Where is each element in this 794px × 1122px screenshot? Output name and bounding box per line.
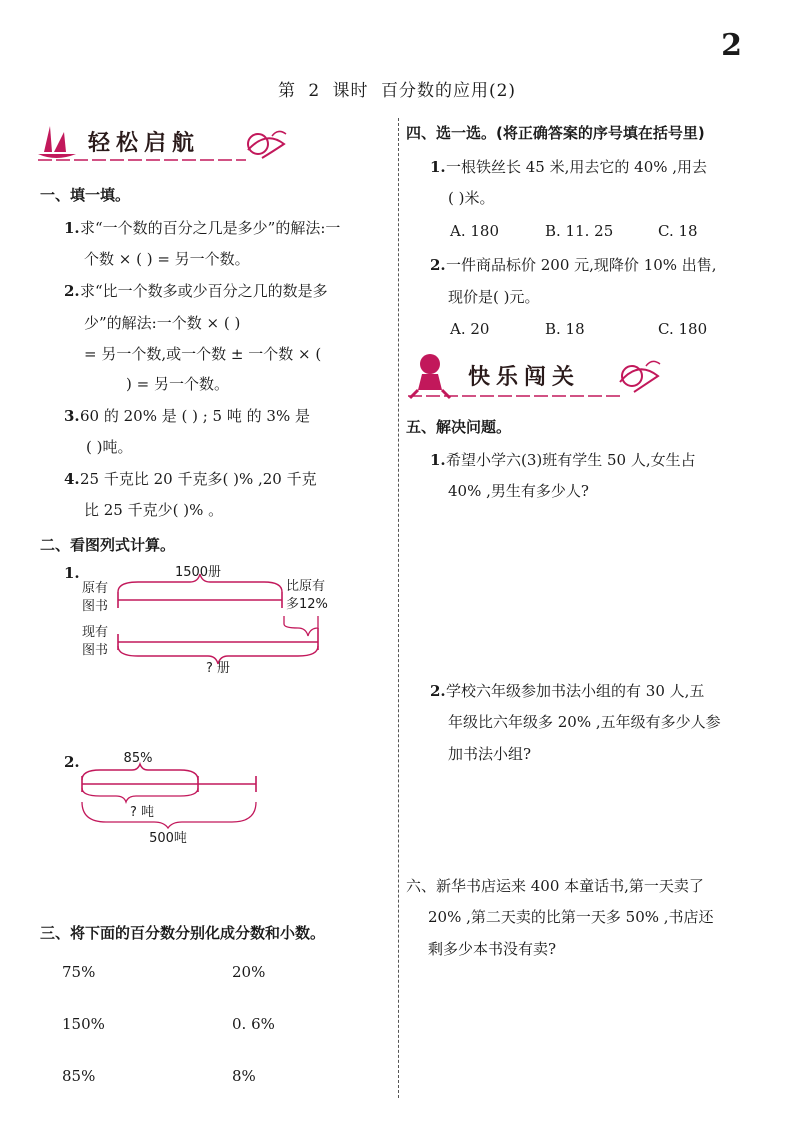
choice-q1-number: 1. <box>430 158 446 176</box>
q4-number: 4. <box>64 470 80 488</box>
percent-item: 0. 6% <box>232 1015 275 1033</box>
diagram2-top-label: 85% <box>123 751 153 766</box>
problem2-line2: 年级比六年级多 20% ,五年级有多少人参 <box>448 713 721 731</box>
diagram2-number: 2. <box>64 753 80 771</box>
q3-line1: 60 的 20% 是 ( ) ; 5 吨 的 3% 是 <box>80 407 310 425</box>
diagram1-side-label-1: 比原有 <box>286 579 326 594</box>
percent-item: 8% <box>232 1067 256 1085</box>
section-4-heading: 四、选一选。(将正确答案的序号填在括号里) <box>406 124 705 142</box>
choice-q2-option: A. 20 <box>450 320 490 338</box>
banner-qingsong <box>36 122 292 166</box>
diagram1-side-label-2: 多12% <box>286 597 328 612</box>
banner-title: 轻松启航 <box>88 130 201 156</box>
choice-q1-line1: 一根铁丝长 45 米,用去它的 40% ,用去 <box>446 158 708 176</box>
choice-q1-option: B. 11. 25 <box>545 222 614 240</box>
percent-item: 75% <box>62 963 96 981</box>
section-6-line1: 六、新华书店运来 400 本童话书,第一天卖了 <box>406 877 704 895</box>
percent-item: 150% <box>62 1015 105 1033</box>
section-1-heading: 一、填一填。 <box>40 186 131 204</box>
banner-title: 快乐闯关 <box>468 364 581 390</box>
choice-q1-option: A. 180 <box>450 222 499 240</box>
choice-q1-option: C. 18 <box>658 222 698 240</box>
section-6-line3: 剩多少本书没有卖? <box>428 940 557 958</box>
q2-line4: ) = 另一个数。 <box>126 375 229 393</box>
diagram-2 <box>76 744 276 844</box>
q1-line1: 求“一个数的百分之几是多少”的解法:一 <box>80 219 341 237</box>
problem1-number: 1. <box>430 451 446 469</box>
diagram-1 <box>78 556 338 676</box>
diagram2-mid-label: ? 吨 <box>129 805 155 820</box>
percent-item: 85% <box>62 1067 96 1085</box>
choice-q1-line2: ( )米。 <box>448 189 495 207</box>
q1-number: 1. <box>64 219 80 237</box>
section-6-line2: 20% ,第二天卖的比第一天多 50% ,书店还 <box>428 908 714 926</box>
diagram1-bottom-label: ? 册 <box>205 661 231 676</box>
page-title: 第 2 课时 百分数的应用(2) <box>277 81 517 101</box>
banner-kuaile <box>404 350 664 402</box>
problem1-line1: 希望小学六(3)班有学生 50 人,女生占 <box>446 451 696 469</box>
problem2-line3: 加书法小组? <box>448 745 532 763</box>
q4-line1: 25 千克比 20 千克多( )% ,20 千克 <box>80 470 317 488</box>
q3-line2: ( )吨。 <box>86 438 133 456</box>
diagram1-number: 1. <box>64 564 80 582</box>
choice-q2-option: C. 180 <box>658 320 708 338</box>
problem1-line2: 40% ,男生有多少人? <box>448 482 589 500</box>
section-2-heading: 二、看图列式计算。 <box>40 536 176 554</box>
diagram2-bottom-label: 500吨 <box>149 831 187 844</box>
q4-line2: 比 25 千克少( )% 。 <box>84 501 224 519</box>
choice-q2-line1: 一件商品标价 200 元,现降价 10% 出售, <box>446 256 717 274</box>
choice-q2-number: 2. <box>430 256 446 274</box>
diagram1-top-label: 1500册 <box>174 565 222 580</box>
problem2-line1: 学校六年级参加书法小组的有 30 人,五 <box>446 682 705 700</box>
percent-item: 20% <box>232 963 266 981</box>
choice-q2-line2: 现价是( )元。 <box>448 288 540 306</box>
diagram1-orig-label-2: 图书 <box>82 599 109 614</box>
section-3-heading: 三、将下面的百分数分别化成分数和小数。 <box>40 924 326 942</box>
problem2-number: 2. <box>430 682 446 700</box>
q3-number: 3. <box>64 407 80 425</box>
q2-line1: 求“比一个数多或少百分之几的数是多 <box>80 282 328 300</box>
diagram1-now-label-2: 图书 <box>82 643 109 658</box>
diagram1-now-label-1: 现有 <box>82 625 109 640</box>
q2-line3: = 另一个数,或一个数 ± 一个数 × ( <box>84 345 322 363</box>
column-divider <box>398 118 399 1098</box>
q2-line2: 少”的解法:一个数 × ( ) <box>84 314 241 332</box>
q1-line2: 个数 × ( ) = 另一个数。 <box>84 250 250 268</box>
choice-q2-option: B. 18 <box>545 320 585 338</box>
page-number: 2 <box>721 28 742 63</box>
q2-number: 2. <box>64 282 80 300</box>
diagram1-orig-label-1: 原有 <box>82 581 109 596</box>
section-5-heading: 五、解决问题。 <box>406 418 512 436</box>
